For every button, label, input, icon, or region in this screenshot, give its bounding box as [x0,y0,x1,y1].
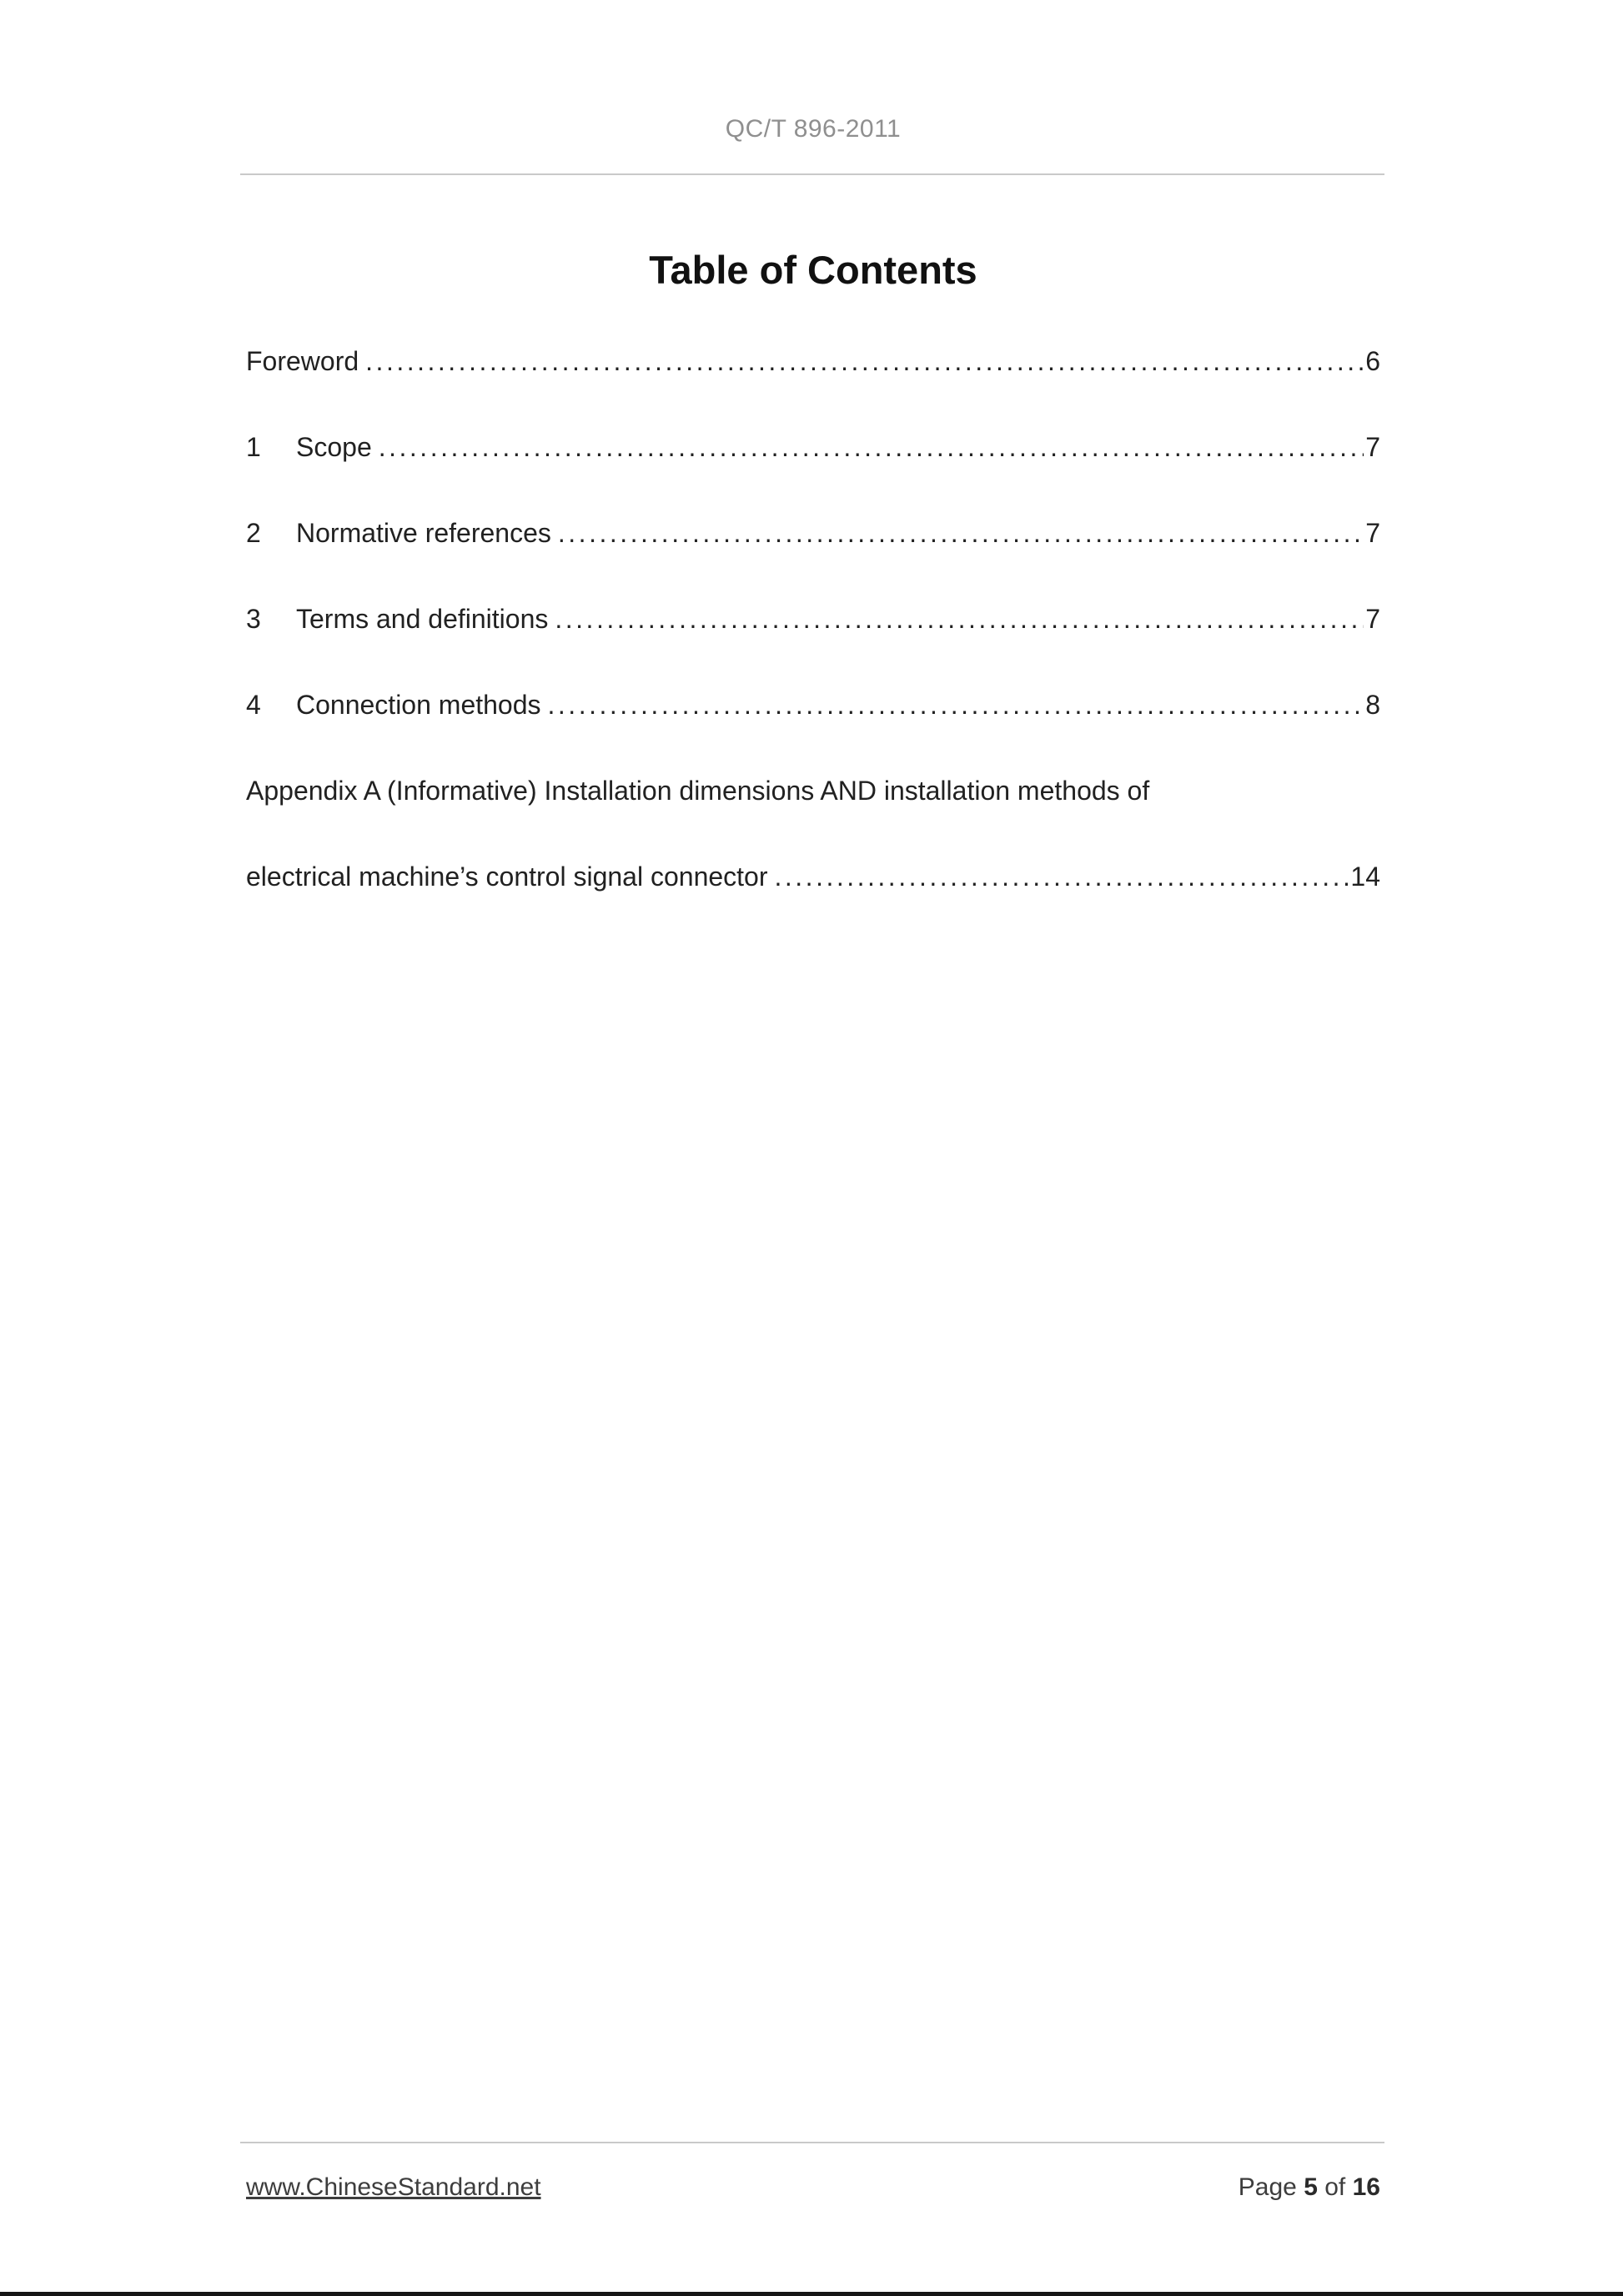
footer-page-current: 5 [1304,2173,1318,2201]
toc-entry-number: 1 [246,432,261,462]
toc-entry-label: Connection methods [296,690,541,720]
toc-dot-leader [555,604,1364,635]
toc-entry-page: 8 [1365,690,1380,720]
toc-dot-leader [775,862,1349,892]
document-number: QC/T 896-2011 [725,115,902,143]
toc-entry-page: 7 [1365,432,1380,462]
toc-entry-page: 7 [1365,604,1380,634]
toc-dot-leader [365,346,1364,377]
page-title: Table of Contents [649,248,977,292]
toc-entry-label: Normative references [296,518,551,548]
toc-entry-number: 4 [246,690,261,720]
toc-dot-leader [379,432,1364,463]
toc-dot-leader [548,690,1364,721]
toc-entry-normative-references [246,518,1380,549]
toc-entry-number: 3 [246,604,261,634]
toc-entry-page: 6 [1365,346,1380,376]
toc-entry-page: 7 [1365,518,1380,548]
footer-website-link[interactable]: www.ChineseStandard.net [246,2173,541,2201]
toc-entry-label: Terms and definitions [296,604,549,634]
toc-entry-terms-and-definitions [246,604,1380,635]
footer-page-indicator [1239,2173,1380,2202]
toc-entry-label: Scope [296,432,372,462]
toc-entry-foreword [246,346,1380,377]
toc-entry-number: 2 [246,518,261,548]
toc-dot-leader [558,518,1364,549]
toc-appendix-line2-row [246,862,1380,892]
toc-entry-label: Foreword [246,346,359,376]
toc-entry-appendix-a [246,776,1380,892]
page-bottom-edge [0,2292,1623,2296]
toc-entry-page: 14 [1350,862,1380,892]
footer [246,2173,1380,2202]
toc-entry-scope [246,432,1380,463]
toc-entry-label: electrical machine’s control signal connector [246,862,768,892]
table-of-contents [246,346,1380,947]
toc-entry-connection-methods [246,690,1380,721]
footer-page-total: 16 [1352,2173,1380,2201]
header-divider [240,173,1384,175]
footer-page-separator: of [1324,2173,1346,2201]
toc-appendix-line1: Appendix A (Informative) Installation dimensions AND installation methods of [246,776,1150,806]
footer-page-prefix: Page [1238,2173,1297,2201]
footer-divider [240,2142,1384,2143]
